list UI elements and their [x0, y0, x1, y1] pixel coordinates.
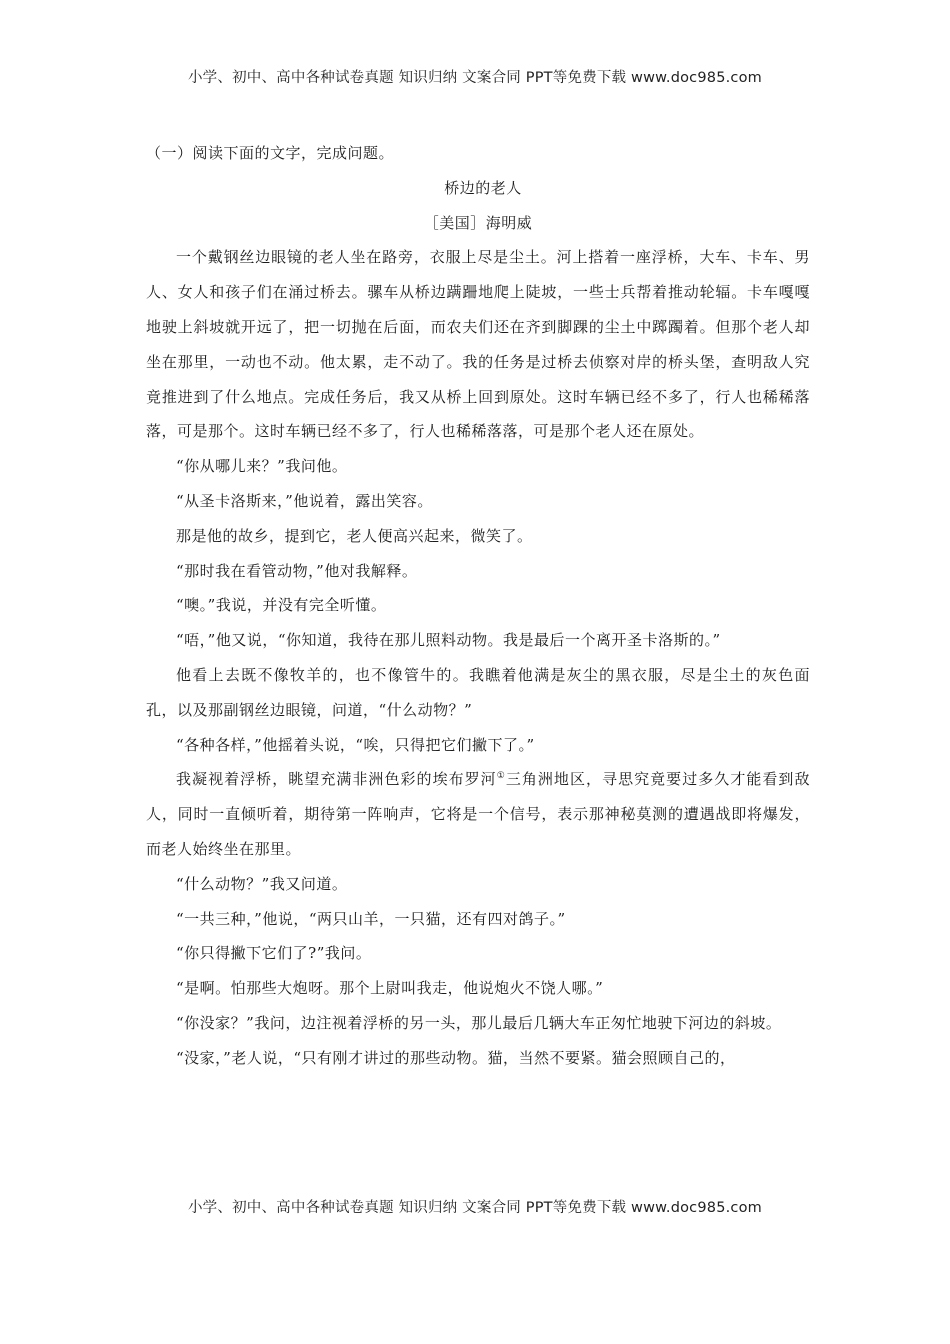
paragraph-dialogue: “唔，”他又说，“你知道，我待在那儿照料动物。我是最后一个离开圣卡洛斯的。” — [176, 631, 721, 650]
paragraph-narration: 他看上去既不像牧羊的，也不像管牛的。我瞧着他满是灰尘的黑衣服，尽是尘土的灰色面孔，以及那副钢丝边眼镜，问道，“什么动物？” — [146, 665, 810, 719]
footnote-marker: ① — [496, 771, 506, 782]
paragraph-text: 三角洲地区，寻思究竟要过多久才能看到敌人，同时一直倾听着，期待第一阵响声，它将是一个信号，表示那神秘莫测的遭遇战即将爆发，而老人始终坐在那里。 — [146, 770, 810, 858]
paragraph-dialogue: “你只得撇下它们了?”我问。 — [176, 944, 372, 963]
paragraph-dialogue: “没家，”老人说，“只有刚才讲过的那些动物。猫，当然不要紧。猫会照顾自己的， — [176, 1048, 736, 1067]
paragraph-narration — [146, 762, 810, 866]
page-header: 小学、初中、高中各种试卷真题 知识归纳 文案合同 PPT等免费下载 www.doc985.com — [187, 70, 763, 86]
paragraph-narration: 那是他的故乡，提到它，老人便高兴起来，微笑了。 — [176, 526, 533, 545]
paragraph-dialogue: “从圣卡洛斯来，”他说着，露出笑容。 — [176, 491, 433, 510]
paragraph-opening: 一个戴钢丝边眼镜的老人坐在路旁，衣服上尽是尘土。河上搭着一座浮桥，大车、卡车、男人、女人和孩子们在涌过桥去。骡车从桥边蹒跚地爬上陡坡，一些士兵帮着推动轮辐。卡车嘎嘎地驶上斜坡就开远了，把一切抛在后面，而农夫们还在齐到脚踝的尘土中踯躅着。但那个老人却坐在那里，一动也不动。他太累，走不动了。我的任务是过桥去侦察对岸的桥头堡，查明敌人究竟推进到了什么地点。完成任务后，我又从桥上回到原处。这时车辆已经不多了，行人也稀稀落落，可是那个。这时车辆已经不多了，行人也稀稀落落，可是那个老人还在原处。 — [146, 248, 810, 441]
paragraph-dialogue: “噢。”我说，并没有完全听懂。 — [176, 596, 387, 615]
paragraph-dialogue: “是啊。怕那些大炮呀。那个上尉叫我走，他说炮火不饶人哪。” — [176, 979, 604, 998]
reading-instruction: （一）阅读下面的文字，完成问题。 — [146, 144, 395, 162]
paragraph-dialogue: “各种各样，”他摇着头说，“唉，只得把它们撇下了。” — [176, 735, 535, 754]
paragraph-dialogue: “你从哪儿来？”我问他。 — [176, 457, 348, 476]
paragraph-text: 我凝视着浮桥，眺望充满非洲色彩的埃布罗河 — [176, 770, 497, 789]
article-title: 桥边的老人 — [444, 178, 522, 197]
paragraph-dialogue: “你没家？”我问，边注视着浮桥的另一头，那儿最后几辆大车正匆忙地驶下河边的斜坡。 — [176, 1013, 782, 1032]
paragraph-dialogue: “那时我在看管动物，”他对我解释。 — [176, 561, 418, 580]
paragraph-dialogue: “什么动物？”我又问道。 — [176, 874, 348, 893]
article-author: ［美国］海明威 — [423, 213, 533, 232]
page-footer: 小学、初中、高中各种试卷真题 知识归纳 文案合同 PPT等免费下载 www.doc985.com — [187, 1200, 763, 1216]
article — [146, 136, 810, 1076]
paragraph-dialogue: “一共三种，”他说，“两只山羊，一只猫，还有四对鸽子。” — [176, 909, 566, 928]
